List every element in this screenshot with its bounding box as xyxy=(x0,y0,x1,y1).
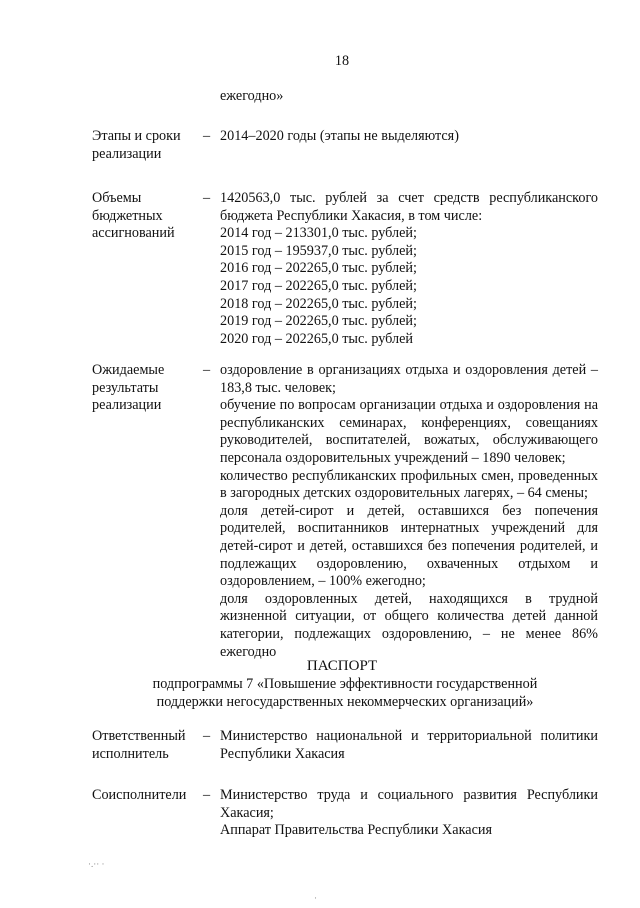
coexecutors-line3: Аппарат Правительства Республики Хакасия xyxy=(220,822,492,839)
budget-dash: – xyxy=(203,190,211,206)
results-line: 183,8 тыс. человек; xyxy=(220,379,336,396)
continuation-text xyxy=(220,88,283,106)
coexecutors-line2: Хакасия; xyxy=(220,804,274,821)
results-content xyxy=(220,362,598,661)
scan-speck: · xyxy=(314,893,317,903)
passport-subtitle-line2: поддержки негосударственных некоммерческих организаций» xyxy=(156,693,534,710)
coexecutors-dash: – xyxy=(203,787,211,803)
passport-title: ПАСПОРТ xyxy=(306,658,378,674)
budget-year-2016: 2016 год – 202265,0 тыс. рублей; xyxy=(220,260,417,277)
executor-line1: Министерство национальной и территориальной политики xyxy=(220,728,598,744)
budget-year-2020: 2020 год – 202265,0 тыс. рублей xyxy=(220,330,413,347)
budget-content xyxy=(220,190,598,348)
results-line: оздоровлением, – 100% ежегодно; xyxy=(220,573,426,590)
budget-year-2015: 2015 год – 195937,0 тыс. рублей; xyxy=(220,242,417,259)
results-line: количество республиканских профильных смен, проведенных xyxy=(220,467,598,484)
results-line: руководителей, воспитателей, вожатых, обслуживающего xyxy=(220,432,598,449)
results-line: детей-сирот и детей, оставшихся без попечения родителей, и xyxy=(220,537,598,554)
results-line: оздоровление в организациях отдыха и оздоровления детей – xyxy=(220,362,598,378)
results-dash: – xyxy=(203,362,211,378)
results-line: обучение по вопросам организации отдыха и оздоровления на xyxy=(220,397,598,414)
stages-dash: – xyxy=(203,128,211,144)
results-line: родителей, воспитанников интернатных учреждений для xyxy=(220,520,598,537)
results-line: категории, подлежащих оздоровлению, – не менее 86% xyxy=(220,625,598,642)
stages-label: Этапы и сроки реализации xyxy=(92,128,181,162)
executor-content xyxy=(220,728,598,763)
budget-year-2014: 2014 год – 213301,0 тыс. рублей; xyxy=(220,225,417,242)
results-label: Ожидаемые результаты реализации xyxy=(92,362,165,414)
executor-dash: – xyxy=(203,728,211,744)
results-line: жизненной ситуации, от общего количества детей данной xyxy=(220,608,598,625)
executor-line2: Республики Хакасия xyxy=(220,745,345,762)
page-number: 18 xyxy=(334,53,350,69)
scan-speck: ·.·· · xyxy=(88,859,105,869)
continuation-line: ежегодно» xyxy=(220,88,284,104)
passport-subtitle-line1: подпрограммы 7 «Повышение эффективности государственной xyxy=(152,676,538,692)
results-line: доля оздоровленных детей, находящихся в трудной xyxy=(220,590,598,607)
results-line: республиканских семинарах, конференциях, совещаниях xyxy=(220,414,598,431)
stages-value xyxy=(220,128,598,146)
coexecutors-content xyxy=(220,787,598,840)
executor-label: Ответственный исполнитель xyxy=(92,728,186,762)
coexecutors-line1: Министерство труда и социального развития Республики xyxy=(220,787,598,803)
stages-value-text: 2014–2020 годы (этапы не выделяются) xyxy=(220,128,459,144)
budget-intro-line1: 1420563,0 тыс. рублей за счет средств республиканского xyxy=(220,190,598,206)
coexecutors-label: Соисполнители xyxy=(92,787,187,803)
passport-subtitle xyxy=(92,676,598,711)
results-line: подлежащих оздоровлению, охваченных отдыхом и xyxy=(220,555,598,572)
budget-year-2017: 2017 год – 202265,0 тыс. рублей; xyxy=(220,277,417,294)
results-line: персонала оздоровительных учреждений – 1890 человек; xyxy=(220,449,566,466)
budget-label: Объемы бюджетных ассигнований xyxy=(92,190,175,242)
budget-year-2019: 2019 год – 202265,0 тыс. рублей; xyxy=(220,313,417,330)
results-line: доля детей-сирот и детей, оставшихся без попечения xyxy=(220,502,598,519)
budget-intro-line2: бюджета Республики Хакасия, в том числе: xyxy=(220,207,483,224)
results-line: ежегодно xyxy=(220,643,277,660)
budget-year-2018: 2018 год – 202265,0 тыс. рублей; xyxy=(220,295,417,312)
results-line: в загородных детских оздоровительных лагерях, – 64 смены; xyxy=(220,485,588,502)
